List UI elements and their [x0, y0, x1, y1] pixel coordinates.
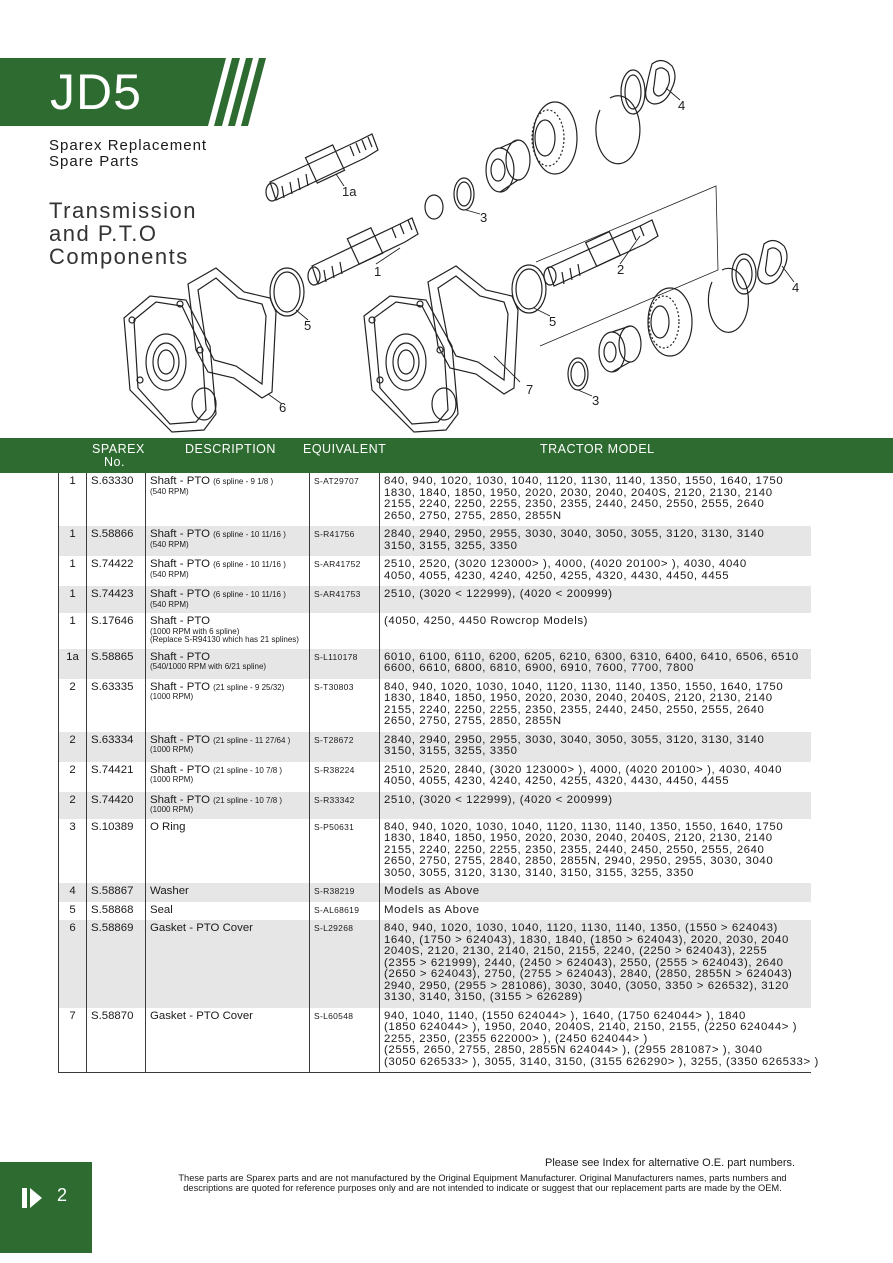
circlip-top: [596, 96, 640, 164]
tractor-model-cell: [380, 762, 811, 792]
table-row: [59, 732, 811, 762]
section-title-line: and P.T.O: [49, 221, 158, 246]
header-equivalent: EQUIVALENT: [303, 442, 387, 456]
description-text: Shaft - PTO: [150, 475, 210, 487]
ref-cell: 1: [59, 586, 87, 613]
model-line: 2155, 2240, 2250, 2255, 2350, 2355, 2440, 2450, 2550, 2555, 2640: [384, 498, 765, 510]
model-line: 840, 940, 1020, 1030, 1040, 1120, 1130, 1140, 1350, (1550 > 624043): [384, 922, 778, 934]
seal-5-right: [512, 265, 546, 313]
tractor-model-cell: [380, 883, 811, 902]
gasket-6: [188, 268, 276, 398]
tractor-model-cell: [380, 732, 811, 762]
description-cell: [146, 613, 310, 649]
model-line: 3150, 3155, 3255, 3350: [384, 539, 518, 552]
part-number-cell: S.63335: [87, 679, 146, 732]
description-cell: [146, 1008, 310, 1073]
model-line: 3130, 3140, 3150, (3155 > 626289): [384, 991, 583, 1003]
model-line: 1640, (1750 > 624043), 1830, 1840, (1850 > 624043), 2020, 2030, 2040: [384, 933, 789, 946]
parts-diagram: [110, 55, 810, 440]
ref-cell: 1: [59, 526, 87, 556]
bush: [425, 195, 443, 219]
ref-cell: 2: [59, 679, 87, 732]
description-cell: [146, 883, 310, 902]
tractor-model-cell: [380, 792, 811, 819]
part-number-cell: S.58868: [87, 902, 146, 921]
model-line: 2510, 2520, 2840, (3020 123000> ), 4000, (4020 20100> ), 4030, 4040: [384, 763, 783, 776]
description-cell: [146, 649, 310, 679]
disclaimer: [140, 1173, 825, 1193]
part-number-cell: S.58867: [87, 883, 146, 902]
notes-text: (540 RPM): [150, 486, 189, 496]
part-number-cell: S.10389: [87, 819, 146, 884]
diagram-label: 7: [526, 382, 534, 397]
model-line: 2840, 2940, 2950, 2955, 3030, 3040, 3050, 3055, 3120, 3130, 3140: [384, 528, 765, 540]
collar-right: [599, 326, 641, 372]
model-line: 2510, 2520, (3020 123000> ), 4000, (4020 20100> ), 4030, 4040: [384, 558, 747, 570]
model-line: 2650, 2750, 2755, 2850, 2855N: [384, 715, 562, 727]
model-line: 2040S, 2120, 2130, 2140, 2150, 2155, 2240, (2250 > 624043), 2255: [384, 945, 768, 957]
equivalent-cell: S-P50631: [310, 819, 380, 884]
description-text: Shaft - PTO: [150, 763, 210, 776]
ref-cell: 1: [59, 613, 87, 649]
table-row: [59, 819, 811, 884]
spec-text: (21 spline - 10 7/8 ): [213, 795, 283, 805]
model-line: 2650, 2750, 2755, 2850, 2855N: [384, 509, 562, 522]
diagram-label: 3: [480, 210, 488, 225]
ref-cell: 1a: [59, 649, 87, 679]
table-row: [59, 586, 811, 613]
model-line: 2155, 2240, 2250, 2255, 2350, 2355, 2440, 2450, 2550, 2555, 2640: [384, 703, 765, 716]
page-number: 2: [57, 1185, 68, 1205]
header-tractor-model: TRACTOR MODEL: [540, 442, 655, 456]
shaft-1a: [266, 134, 378, 201]
model-line: 840, 940, 1020, 1030, 1040, 1120, 1130, 1140, 1350, 1550, 1640, 1750: [384, 475, 784, 487]
brand-code: JD5: [50, 64, 142, 120]
tractor-model-cell: [380, 586, 811, 613]
description-text: Shaft - PTO: [150, 793, 210, 806]
table-row: [59, 473, 811, 526]
ref-cell: 6: [59, 920, 87, 1008]
description-text: Gasket - PTO Cover: [150, 922, 253, 934]
model-line: 3150, 3155, 3255, 3350: [384, 745, 518, 757]
tractor-model-cell: [380, 649, 811, 679]
ref-cell: 3: [59, 819, 87, 884]
diagram-label: 1: [374, 264, 382, 279]
model-line: 2840, 2940, 2950, 2955, 3030, 3040, 3050, 3055, 3120, 3130, 3140: [384, 733, 765, 746]
notes-text: (1000 RPM): [150, 805, 194, 814]
equivalent-cell: S-AR41753: [310, 586, 380, 613]
disclaimer-line: These parts are Sparex parts and are not manufactured by the Original Equipment Manufacturer. Original Manufacturers names, parts numbers and: [178, 1173, 787, 1183]
part-number-cell: S.74421: [87, 762, 146, 792]
description-text: Shaft - PTO: [150, 558, 210, 570]
description-text: Washer: [150, 885, 189, 897]
part-number-cell: S.63330: [87, 473, 146, 526]
equivalent-cell: S-L110178: [310, 649, 380, 679]
ref-cell: 2: [59, 732, 87, 762]
model-line: 840, 940, 1020, 1030, 1040, 1120, 1130, 1140, 1350, 1550, 1640, 1750: [384, 680, 784, 693]
tractor-model-cell: [380, 556, 811, 586]
table-header: [0, 438, 893, 473]
washer-4-right: [758, 240, 787, 284]
model-line: 1830, 1840, 1850, 1950, 2020, 2030, 2040, 2040S, 2120, 2130, 2140: [384, 692, 773, 704]
spec-text: (21 spline - 10 7/8 ): [213, 765, 283, 775]
diagram-label: 1a: [342, 184, 357, 199]
part-number-cell: S.17646: [87, 613, 146, 649]
table-row: [59, 920, 811, 1008]
diagram-label: 4: [792, 280, 800, 295]
description-text: Shaft - PTO: [150, 615, 210, 627]
table-row: [59, 1008, 811, 1073]
model-line: 1830, 1840, 1850, 1950, 2020, 2030, 2040, 2040S, 2120, 2130, 2140: [384, 486, 773, 499]
description-cell: [146, 526, 310, 556]
notes-text: (540/1000 RPM with 6/21 spline): [150, 662, 267, 671]
header-sparex: SPAREX: [92, 442, 145, 456]
notes-text: (1000 RPM): [150, 775, 194, 784]
model-line: 2650, 2750, 2755, 2840, 2850, 2855N, 2940, 2950, 2955, 3030, 3040: [384, 855, 774, 867]
equivalent-cell: S-R33342: [310, 792, 380, 819]
model-line: (4050, 4250, 4450 Rowcrop Models): [384, 615, 589, 627]
model-line: 6010, 6100, 6110, 6200, 6205, 6210, 6300, 6310, 6400, 6410, 6506, 6510: [384, 650, 799, 663]
spec-text: (21 spline - 9 25/32): [213, 682, 285, 692]
table-row: [59, 902, 811, 921]
diagram-label: 2: [617, 262, 625, 277]
model-line: 2510, (3020 < 122999), (4020 < 200999): [384, 588, 613, 600]
model-line: 4050, 4055, 4230, 4240, 4250, 4255, 4320, 4430, 4450, 4455: [384, 569, 730, 582]
description-text: Shaft - PTO: [150, 733, 210, 746]
model-line: 2155, 2240, 2250, 2255, 2350, 2355, 2440, 2450, 2550, 2555, 2640: [384, 843, 765, 856]
equivalent-cell: S-AT29707: [310, 473, 380, 526]
equivalent-cell: S-R38224: [310, 762, 380, 792]
diagram-label: 5: [304, 318, 312, 333]
description-text: Shaft - PTO: [150, 528, 210, 540]
part-number-cell: S.74422: [87, 556, 146, 586]
ref-cell: 5: [59, 902, 87, 921]
description-text: Shaft - PTO: [150, 588, 210, 600]
diagram-label: 3: [592, 393, 600, 408]
gasket-7: [428, 266, 518, 394]
description-text: Shaft - PTO: [150, 650, 210, 663]
model-line: (3050 626533> ), 3055, 3140, 3150, (3155 626290> ), 3255, (3350 626533> ): [384, 1055, 819, 1068]
description-text: Gasket - PTO Cover: [150, 1009, 253, 1022]
part-number-cell: S.58866: [87, 526, 146, 556]
tractor-model-cell: [380, 473, 811, 526]
equivalent-cell: S-R38219: [310, 883, 380, 902]
table-row: [59, 556, 811, 586]
collar-top: [486, 140, 530, 192]
subtitle-line: Spare Parts: [49, 153, 140, 170]
description-cell: [146, 556, 310, 586]
header-no: No.: [104, 455, 125, 469]
notes-text: (1000 RPM with 6 spline) (Replace S-R94130 which has 21 splines): [150, 626, 299, 644]
notes-text: (540 RPM): [150, 569, 189, 579]
bearing-right: [648, 288, 692, 356]
diagram-label: 4: [678, 98, 686, 113]
ref-cell: 1: [59, 556, 87, 586]
model-line: 940, 1040, 1140, (1550 624044> ), 1640, (1750 624044> ), 1840: [384, 1009, 746, 1022]
table-row: [59, 526, 811, 556]
page-arrow-icon: [22, 1186, 48, 1210]
tractor-model-cell: [380, 920, 811, 1008]
part-number-cell: S.58865: [87, 649, 146, 679]
notes-text: (1000 RPM): [150, 745, 194, 754]
equivalent-cell: S-T28672: [310, 732, 380, 762]
disclaimer-line: descriptions are quoted for reference purposes only and are not intended to indicate or suggest that our replacement parts are made by the OEM.: [183, 1183, 782, 1193]
table-row: [59, 679, 811, 732]
tractor-model-cell: [380, 902, 811, 921]
description-cell: [146, 819, 310, 884]
model-line: 2510, (3020 < 122999), (4020 < 200999): [384, 793, 613, 806]
equivalent-cell: S-L29268: [310, 920, 380, 1008]
ref-cell: 1: [59, 473, 87, 526]
part-number-cell: S.63334: [87, 732, 146, 762]
description-cell: [146, 792, 310, 819]
shaft-2: [536, 186, 718, 346]
description-cell: [146, 679, 310, 732]
model-line: 1830, 1840, 1850, 1950, 2020, 2030, 2040, 2040S, 2120, 2130, 2140: [384, 832, 773, 844]
model-line: (2650 > 624043), 2750, (2755 > 624043), 2840, (2850, 2855N > 624043): [384, 968, 793, 980]
model-line: 2255, 2350, (2355 622000> ), (2450 624044> ): [384, 1032, 648, 1045]
model-line: (2555, 2650, 2755, 2850, 2855N 624044> ), (2955 281087> ), 3040: [384, 1044, 763, 1056]
section-title-line: Transmission: [49, 198, 197, 223]
notes-text: (540 RPM): [150, 539, 189, 549]
table-row: [59, 649, 811, 679]
equivalent-cell: S-AR41752: [310, 556, 380, 586]
spec-text: (6 spline - 9 1/8 ): [213, 477, 274, 486]
tractor-model-cell: [380, 613, 811, 649]
model-line: (1850 624044> ), 1950, 2040, 2040S, 2140, 2150, 2155, (2250 624044> ): [384, 1021, 798, 1033]
table-row: [59, 883, 811, 902]
equivalent-cell: S-T30803: [310, 679, 380, 732]
part-number-cell: S.74420: [87, 792, 146, 819]
description-cell: [146, 473, 310, 526]
description-cell: [146, 902, 310, 921]
equivalent-cell: S-AL68619: [310, 902, 380, 921]
description-text: O Ring: [150, 820, 186, 833]
model-line: 6600, 6610, 6800, 6810, 6900, 6910, 7600, 7700, 7800: [384, 662, 694, 674]
ref-cell: 2: [59, 762, 87, 792]
header-description: DESCRIPTION: [185, 442, 276, 456]
ref-cell: 2: [59, 792, 87, 819]
description-cell: [146, 732, 310, 762]
spec-text: (6 spline - 10 11/16 ): [213, 560, 286, 569]
model-line: 2940, 2950, (2955 > 281086), 3030, 3040, (3050, 3350 > 626532), 3120: [384, 979, 789, 992]
diagram-label: 5: [549, 314, 557, 329]
subtitle-line: Sparex Replacement: [49, 137, 208, 154]
equivalent-cell: S-L60548: [310, 1008, 380, 1073]
bearing-top: [532, 102, 577, 174]
equivalent-cell: S-R41756: [310, 526, 380, 556]
tractor-model-cell: [380, 679, 811, 732]
tractor-model-cell: [380, 1008, 819, 1073]
description-cell: [146, 920, 310, 1008]
model-line: 4050, 4055, 4230, 4240, 4250, 4255, 4320, 4430, 4450, 4455: [384, 775, 730, 787]
description-text: Shaft - PTO: [150, 680, 210, 693]
tractor-model-cell: [380, 526, 811, 556]
section-title-line: Components: [49, 244, 189, 269]
model-line: Models as Above: [384, 885, 480, 897]
shaft-1: [308, 218, 418, 285]
model-line: 840, 940, 1020, 1030, 1040, 1120, 1130, 1140, 1350, 1550, 1640, 1750: [384, 820, 784, 833]
parts-table: [58, 473, 819, 1073]
footnote: Please see Index for alternative O.E. part numbers.: [545, 1157, 796, 1169]
part-number-cell: S.58869: [87, 920, 146, 1008]
spec-text: (6 spline - 10 11/16 ): [213, 530, 286, 539]
table-row: [59, 792, 811, 819]
notes-text: (1000 RPM): [150, 692, 194, 701]
ref-cell: 7: [59, 1008, 87, 1073]
spec-text: (21 spline - 11 27/64 ): [213, 735, 291, 745]
description-cell: [146, 762, 310, 792]
notes-text: (540 RPM): [150, 599, 189, 609]
diagram-label: 6: [279, 400, 287, 415]
part-number-cell: S.58870: [87, 1008, 146, 1073]
washer-4-top: [646, 60, 675, 104]
description-cell: [146, 586, 310, 613]
table-row: [59, 613, 811, 649]
equivalent-cell: [310, 613, 380, 649]
circlip-right: [708, 268, 748, 332]
description-text: Seal: [150, 903, 173, 916]
part-number-cell: S.74423: [87, 586, 146, 613]
model-line: Models as Above: [384, 903, 480, 916]
ref-cell: 4: [59, 883, 87, 902]
tractor-model-cell: [380, 819, 811, 884]
table-row: [59, 762, 811, 792]
model-line: 3050, 3055, 3120, 3130, 3140, 3150, 3155, 3255, 3350: [384, 866, 694, 879]
model-line: (2355 > 621999), 2440, (2450 > 624043), 2550, (2555 > 624043), 2640: [384, 956, 784, 969]
spec-text: (6 spline - 10 11/16 ): [213, 590, 286, 599]
